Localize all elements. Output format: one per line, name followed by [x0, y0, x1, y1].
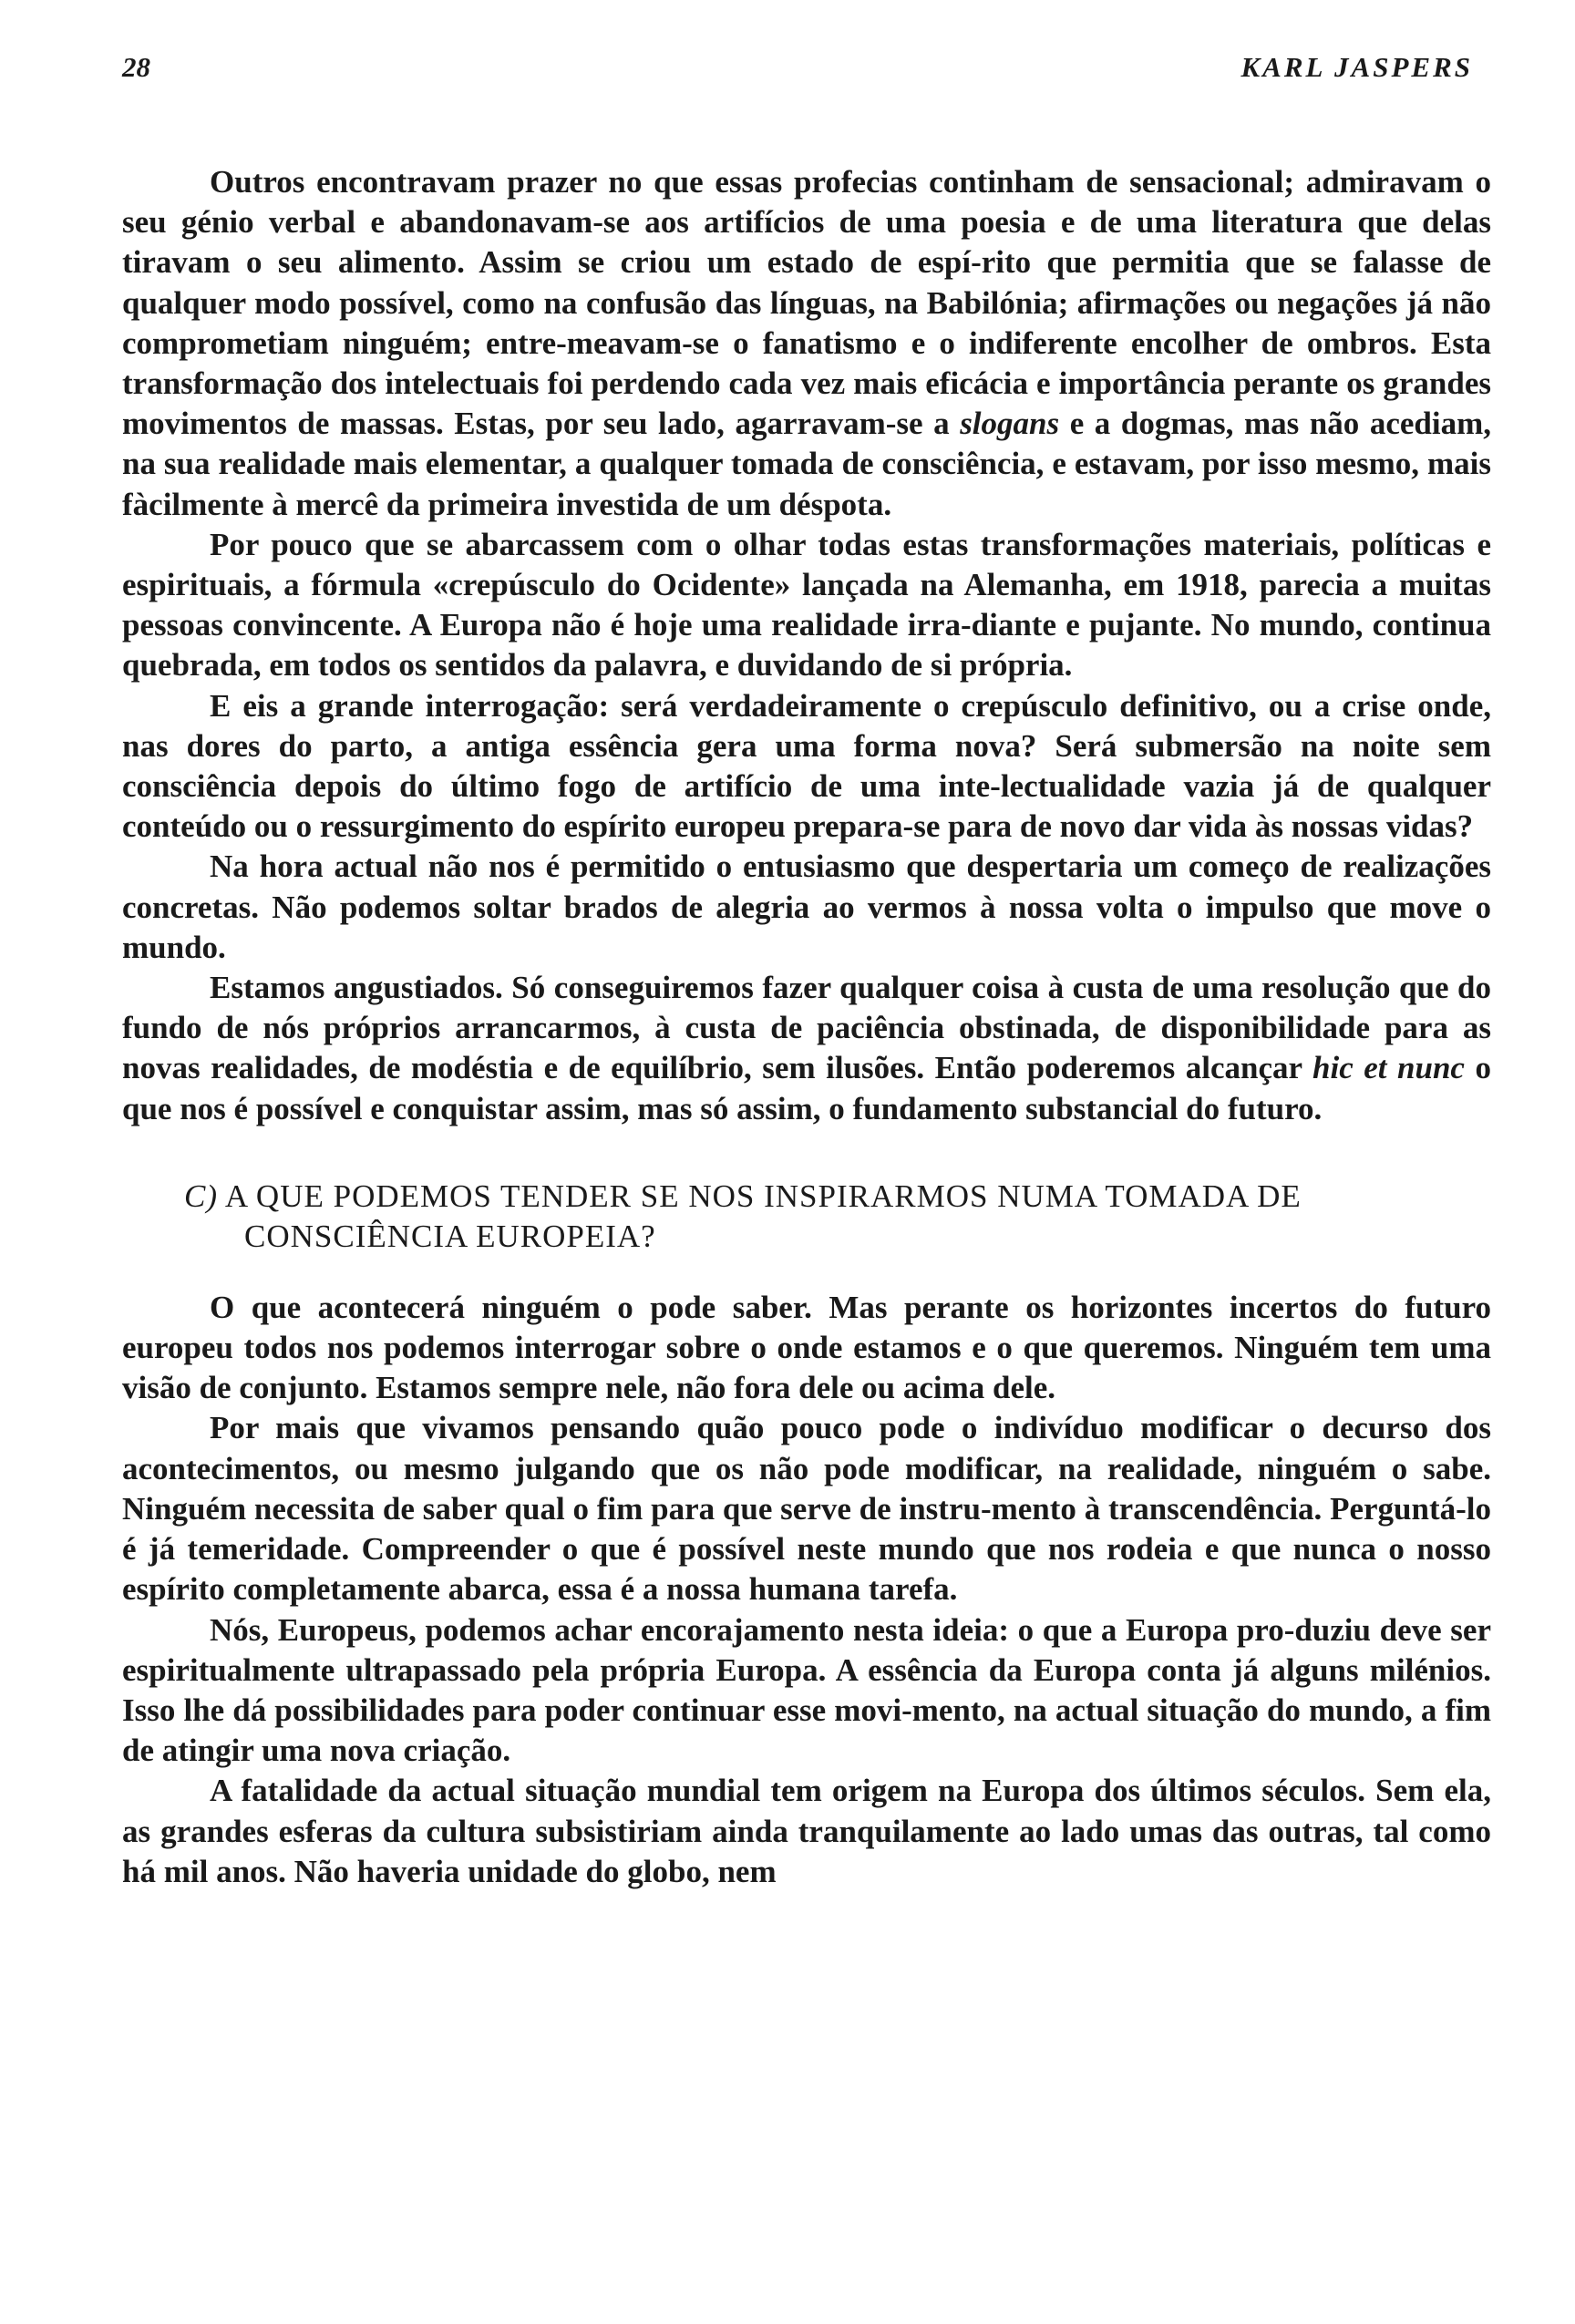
running-title: KARL JASPERS [1240, 51, 1473, 83]
italic-term: slogans [960, 406, 1060, 442]
paragraph: O que acontecerá ninguém o pode saber. Mas perante os horizontes incertos do futuro europeu todos nos podemos interrogar sobre o onde estamos e o que queremos. Ninguém tem uma visão de conjunto. Estamos sempre nele, não fora dele ou acima dele. [122, 1289, 1491, 1406]
paragraph: Nós, Europeus, podemos achar encorajamento nesta ideia: o que a Europa pro-duziu deve ser espiritualmente ultrapassado pela própria Europa. A essência da Europa conta já alguns milénios. Isso lhe dá possibilidades para poder continuar esse movi-mento, na actual situação do mundo, a fim de atingir uma nova criação. [122, 1611, 1491, 1769]
section-title: A QUE PODEMOS TENDER SE NOS INSPIRARMOS NUMA TOMADA DE CONSCIÊNCIA EUROPEIA? [224, 1177, 1302, 1254]
italic-term: hic et nunc [1312, 1050, 1465, 1086]
page-number: 28 [122, 51, 150, 83]
paragraph: Estamos angustiados. Só conseguiremos fazer qualquer coisa à custa de uma resolução que do fundo de nós próprios arrancarmos, à custa de paciência obstinada, de disponibilidade para as novas realidades, de modéstia e de equilíbrio, sem ilusões. Então poderemos alcançar hic et nunc o que nos é possível e conquistar assim, mas só assim, o fundamento substancial do futuro. [122, 970, 1491, 1126]
paragraph: Outros encontravam prazer no que essas profecias continham de sensacional; admiravam o seu génio verbal e abandonavam-se aos artifícios de uma poesia e de uma literatura que delas tiravam o seu alimento. Assim se criou um estado de espí-rito que permitia que se falasse de qualquer modo possível, como na confusão das línguas, na Babilónia; afirmações ou negações já não comprometiam ninguém; entre-meavam-se o fanatismo e o indiferente encolher de ombros. Esta transformação dos intelectuais foi perdendo cada vez mais eficácia e importância perante os grandes movimentos de massas. Estas, por seu lado, agarravam-se a slogans e a dogmas, mas não acediam, na sua realidade mais elementar, a qualquer tomada de consciência, e estavam, por isso mesmo, mais fàcilmente à mercê da primeira investida de um déspota. [122, 164, 1491, 522]
paragraph: Na hora actual não nos é permitido o entusiasmo que despertaria um começo de realizações concretas. Não podemos soltar brados de alegria ao vermos à nossa volta o impulso que move o mundo. [122, 848, 1491, 965]
paragraph: E eis a grande interrogação: será verdadeiramente o crepúsculo definitivo, ou a crise onde, nas dores do parto, a antiga essência gera uma forma nova? Será submersão na noite sem consciência depois do último fogo de artifício de uma inte-lectualidade vazia já de qualquer conteúdo ou o ressurgimento do espírito europeu prepara-se para de novo dar vida às nossas vidas? [122, 687, 1491, 845]
running-head [122, 51, 1473, 84]
body-text [122, 162, 1491, 1892]
paragraph: Por pouco que se abarcassem com o olhar todas estas transformações materiais, políticas e espirituais, a fórmula «crepúsculo do Ocidente» lançada na Alemanha, em 1918, parecia a muitas pessoas convincente. A Europa não é hoje uma realidade irra-diante e pujante. No mundo, continua quebrada, em todos os sentidos da palavra, e duvidando de si própria. [122, 526, 1491, 684]
paragraph: Por mais que vivamos pensando quão pouco pode o indivíduo modificar o decurso dos acontecimentos, ou mesmo julgando que os não pode modificar, na realidade, ninguém o sabe. Ninguém necessita de saber qual o fim para que serve de instru-mento à transcendência. Perguntá-lo é já temeridade. Compreender o que é possível neste mundo que nos rodeia e que nunca o nosso espírito completamente abarca, essa é a nossa humana tarefa. [122, 1410, 1491, 1608]
section-label: C) [184, 1177, 218, 1214]
section-heading [122, 1177, 1491, 1257]
paragraph: A fatalidade da actual situação mundial tem origem na Europa dos últimos séculos. Sem ela, as grandes esferas da cultura subsistiriam ainda tranquilamente ao lado umas das outras, tal como há mil anos. Não haveria unidade do globo, nem [122, 1773, 1491, 1889]
